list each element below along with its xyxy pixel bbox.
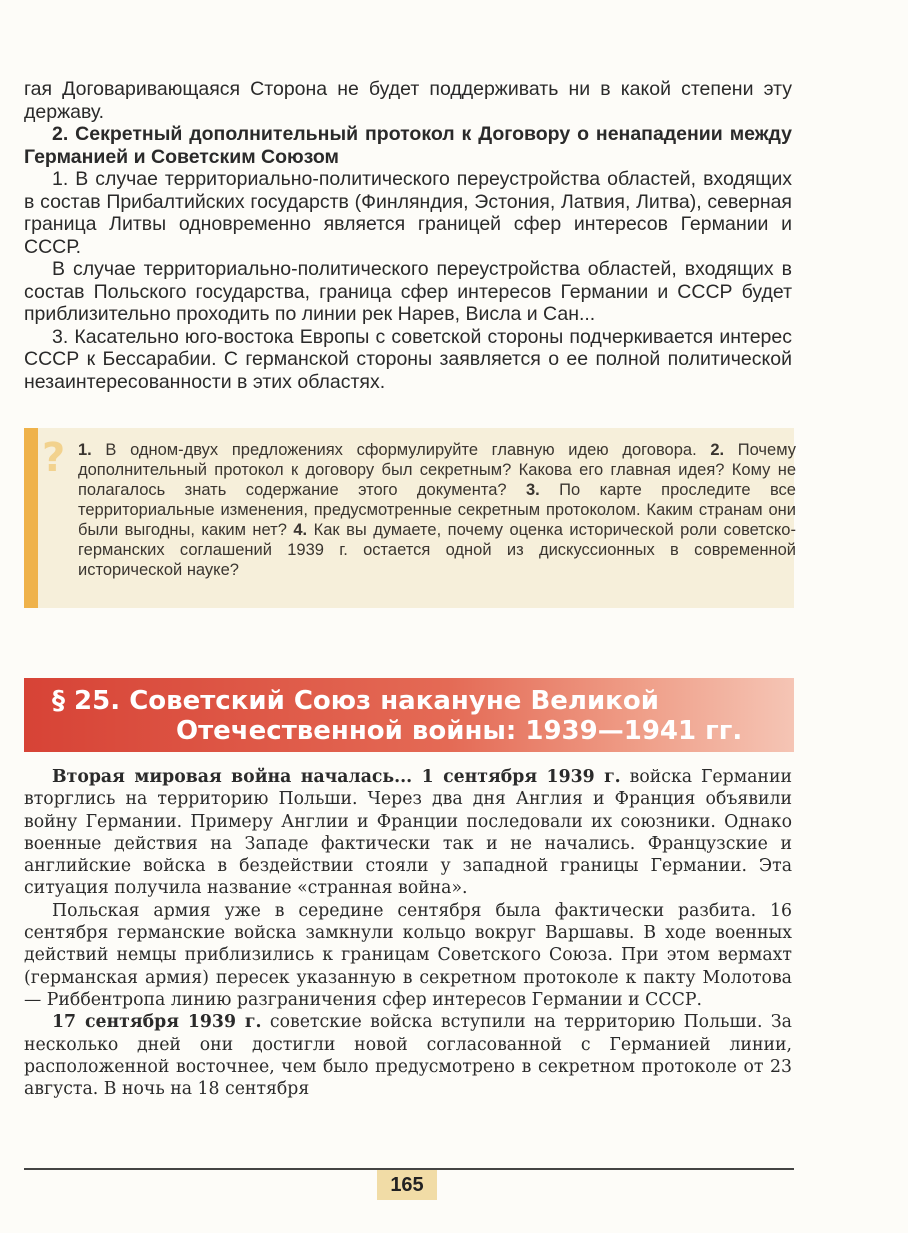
questions-text xyxy=(78,440,796,580)
question-mark-icon: ? xyxy=(42,435,66,481)
question-1: В одном-двух предложениях сформулируйте главную идею договора. xyxy=(105,441,697,459)
protocol-paragraph-2: В случае территориально-политического переустройства областей, входящих в состав Польского государства, граница сфер интересов Германии и СССР будет приблизительно проходить по линии рек Нарев, Висла и Сан... xyxy=(24,258,792,325)
body-paragraph-1-text: войска Германии вторглись на территорию Польши. Через два дня Англия и Франция объявили войну Германии. Примеру Англии и Франции последовали их союзники. Однако военные действия на Западе фактически так и не начались. Французские и английские войска в бездействии стояли у западной границы Германии. Эта ситуация получила название «странная война». xyxy=(24,767,792,899)
protocol-paragraph-3: 3. Касательно юго-востока Европы с советской стороны подчеркивается интерес СССР к Бессарабии. С германской стороны заявляется о ее полной политической незаинтересованности в этих областях. xyxy=(24,325,792,393)
body-paragraph-3-text: советские войска вступили на территорию Польши. За несколько дней они достигли новой согласованной с Германией линии, расположенной восточнее, чем было предусмотрено в секретном протоколе от 23 августа. В ночь на 18 сентября xyxy=(24,1012,792,1100)
question-3: По карте проследите все территориальные изменения, предусмотренные секретным протоколом. Каким странам они были выгодны, каким нет? xyxy=(78,481,796,539)
question-1-number: 1. xyxy=(78,441,92,459)
section-number: § 25. xyxy=(52,686,121,716)
section-body xyxy=(24,766,792,1100)
section-banner xyxy=(24,678,794,752)
question-2: Почему дополнительный протокол к договору был секретным? Какова его главная идея? Кому не полагалось знать содержание этого документа? xyxy=(78,441,796,499)
body-paragraph-2: Польская армия уже в середине сентября была фактически разбита. 16 сентября германские войска замкнули кольцо вокруг Варшавы. В ходе военных действий немцы приблизились к границам Советского Союза. При этом вермахт (германская армия) пересек указанную в секретном протоколе к пакту Молотова — Риббентропа линию разграничения сфер интересов Германии и СССР. xyxy=(24,900,792,1010)
document-top-text xyxy=(24,78,792,393)
protocol-paragraph-1: 1. В случае территориально-политического переустройства областей, входящих в состав Прибалтийских государств (Финляндия, Эстония, Латвия, Литва), северная граница Литвы одновременно является границей сфер интересов Германии и СССР. xyxy=(24,168,792,258)
section-title-line-2: Отечественной войны: 1939—1941 гг. xyxy=(176,716,743,746)
questions-box xyxy=(24,428,794,608)
body-paragraph-3 xyxy=(24,1011,792,1100)
body-paragraph-1 xyxy=(24,766,792,900)
body-paragraph-3-lead: 17 сентября 1939 г. xyxy=(52,1012,262,1033)
section-title-line-1: Советский Союз накануне Великой xyxy=(129,686,659,716)
paragraph-continuation: гая Договаривающаяся Сторона не будет поддерживать ни в какой степени эту державу. xyxy=(24,78,792,123)
body-paragraph-1-lead: Вторая мировая война началась... 1 сентября 1939 г. xyxy=(52,767,621,787)
page-number: 165 xyxy=(377,1170,437,1200)
question-2-number: 2. xyxy=(710,441,725,459)
section-title xyxy=(52,686,772,746)
question-4: Как вы думаете, почему оценка исторической роли советско-германских соглашений 1939 г. остается одной из дискуссионных в современной исторической науке? xyxy=(78,521,796,579)
protocol-heading: 2. Секретный дополнительный протокол к Договору о ненападении между Германией и Советским Союзом xyxy=(24,123,792,168)
question-4-number: 4. xyxy=(293,521,308,539)
question-3-number: 3. xyxy=(525,481,540,499)
